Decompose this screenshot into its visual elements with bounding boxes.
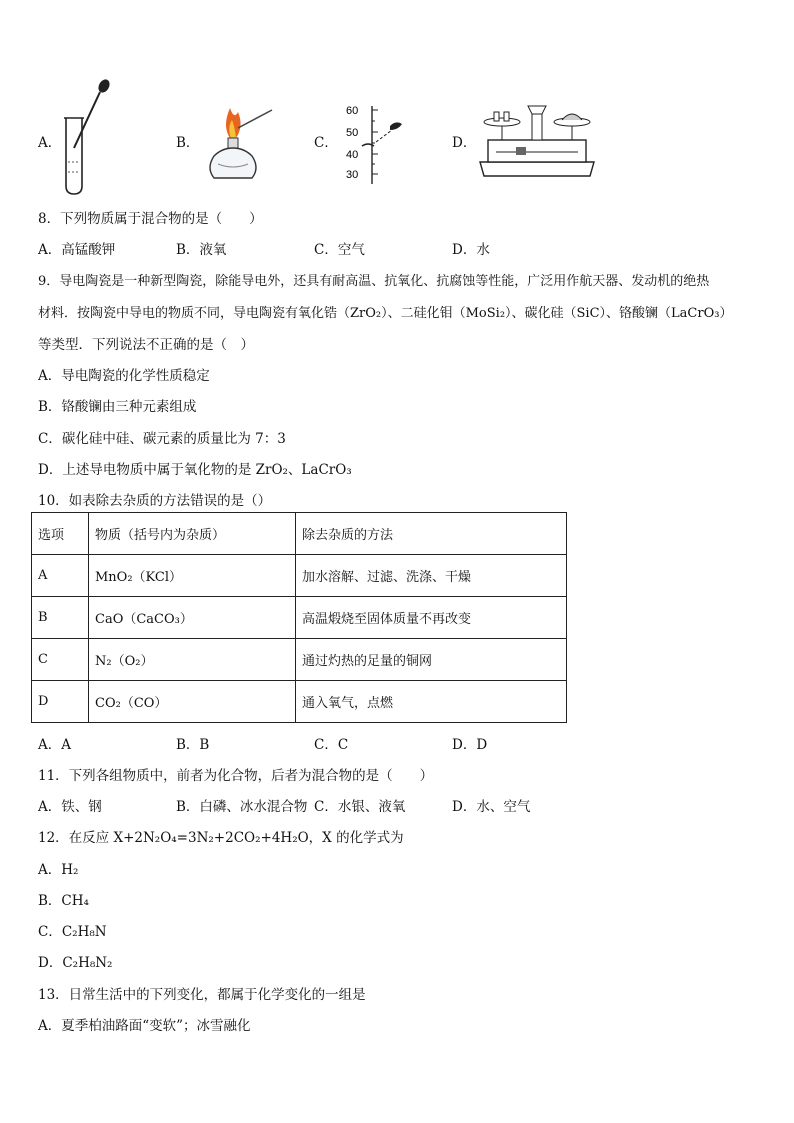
table-cell: 高温煅烧至固体质量不再改变	[296, 597, 567, 639]
table-cell: CaO（CaCO₃）	[89, 597, 296, 639]
q10-option-c[interactable]: C．C	[314, 737, 349, 753]
table-cell: 通入氧气，点燃	[296, 681, 567, 723]
table-header-cell: 选项	[32, 513, 89, 555]
table-header-row	[32, 513, 567, 555]
graduated-cylinder-icon	[338, 102, 418, 186]
q11-option-a[interactable]: A．铁、钢	[38, 799, 102, 815]
q7-option-c-label: C．	[314, 135, 338, 151]
q8-option-b[interactable]: B．液氧	[176, 242, 227, 258]
cylinder-tick-60: 60	[346, 105, 359, 117]
table-cell: CO₂（CO）	[89, 681, 296, 723]
table-cell: N₂（O₂）	[89, 639, 296, 681]
q9-option-c[interactable]: C．碳化硅中硅、碳元素的质量比为 7：3	[38, 431, 286, 447]
q12-option-d[interactable]: D．C₂H₈N₂	[38, 955, 113, 971]
q9-stem-line-1: 9．导电陶瓷是一种新型陶瓷，除能导电外，还具有耐高温、抗氧化、抗腐蚀等性能，广泛用作航天器、发动机的绝热	[38, 274, 710, 289]
table-row	[32, 597, 567, 639]
q11-option-d[interactable]: D．水、空气	[452, 799, 531, 815]
q7-option-d-label: D．	[452, 135, 477, 151]
alcohol-lamp-icon	[200, 98, 280, 190]
q10-table	[31, 512, 567, 723]
test-tube-dropper-icon	[60, 78, 112, 196]
table-row	[32, 555, 567, 597]
q10-option-d[interactable]: D．D	[452, 737, 488, 753]
q9-stem-line-2: 材料．按陶瓷中导电的物质不同，导电陶瓷有氧化锆（ZrO₂）、二硅化钼（MoSi₂）、碳化硅（SiC）、铬酸镧（LaCrO₃）	[38, 306, 733, 321]
table-cell: D	[32, 681, 89, 723]
q12-option-b[interactable]: B．CH₄	[38, 893, 89, 909]
q9-option-d[interactable]: D．上述导电物质中属于氧化物的是 ZrO₂、LaCrO₃	[38, 462, 352, 478]
table-row	[32, 639, 567, 681]
q11-option-c[interactable]: C．水银、液氧	[314, 799, 406, 815]
q8-stem: 8．下列物质属于混合物的是（ ）	[38, 211, 263, 227]
q10-stem: 10．如表除去杂质的方法错误的是（）	[38, 493, 272, 509]
q8-option-d[interactable]: D．水	[452, 242, 490, 258]
table-cell: 加水溶解、过滤、洗涤、干燥	[296, 555, 567, 597]
q13-stem: 13．日常生活中的下列变化，都属于化学变化的一组是	[38, 987, 366, 1003]
q10-option-a[interactable]: A．A	[38, 737, 71, 753]
q12-option-c[interactable]: C．C₂H₈N	[38, 924, 107, 940]
q7-option-b-label: B．	[176, 135, 200, 151]
cylinder-tick-50: 50	[346, 127, 359, 139]
balance-scale-icon	[476, 100, 598, 184]
q7-option-a-label: A．	[38, 135, 62, 151]
table-row	[32, 681, 567, 723]
q11-option-b[interactable]: B．白磷、冰水混合物	[176, 799, 308, 815]
table-cell: B	[32, 597, 89, 639]
cylinder-tick-30: 30	[346, 169, 359, 181]
q9-option-a[interactable]: A．导电陶瓷的化学性质稳定	[38, 368, 210, 384]
table-cell: A	[32, 555, 89, 597]
table-cell: 通过灼热的足量的铜网	[296, 639, 567, 681]
q12-option-a[interactable]: A．H₂	[38, 862, 79, 878]
table-cell: MnO₂（KCl）	[89, 555, 296, 597]
q10-option-b[interactable]: B．B	[176, 737, 210, 753]
q13-option-a[interactable]: A．夏季柏油路面“变软”；冰雪融化	[38, 1018, 251, 1034]
table-header-cell: 除去杂质的方法	[296, 513, 567, 555]
q8-option-a[interactable]: A．高锰酸钾	[38, 242, 116, 258]
q9-option-b[interactable]: B．铬酸镧由三种元素组成	[38, 399, 197, 415]
q8-option-c[interactable]: C．空气	[314, 242, 365, 258]
table-cell: C	[32, 639, 89, 681]
q9-stem-line-3: 等类型．下列说法不正确的是（ ）	[38, 337, 254, 353]
q12-stem: 12．在反应 X+2N₂O₄=3N₂+2CO₂+4H₂O，X 的化学式为	[38, 830, 404, 846]
cylinder-tick-40: 40	[346, 149, 359, 161]
q11-stem: 11．下列各组物质中，前者为化合物，后者为混合物的是（ ）	[38, 768, 434, 784]
table-header-cell: 物质（括号内为杂质）	[89, 513, 296, 555]
